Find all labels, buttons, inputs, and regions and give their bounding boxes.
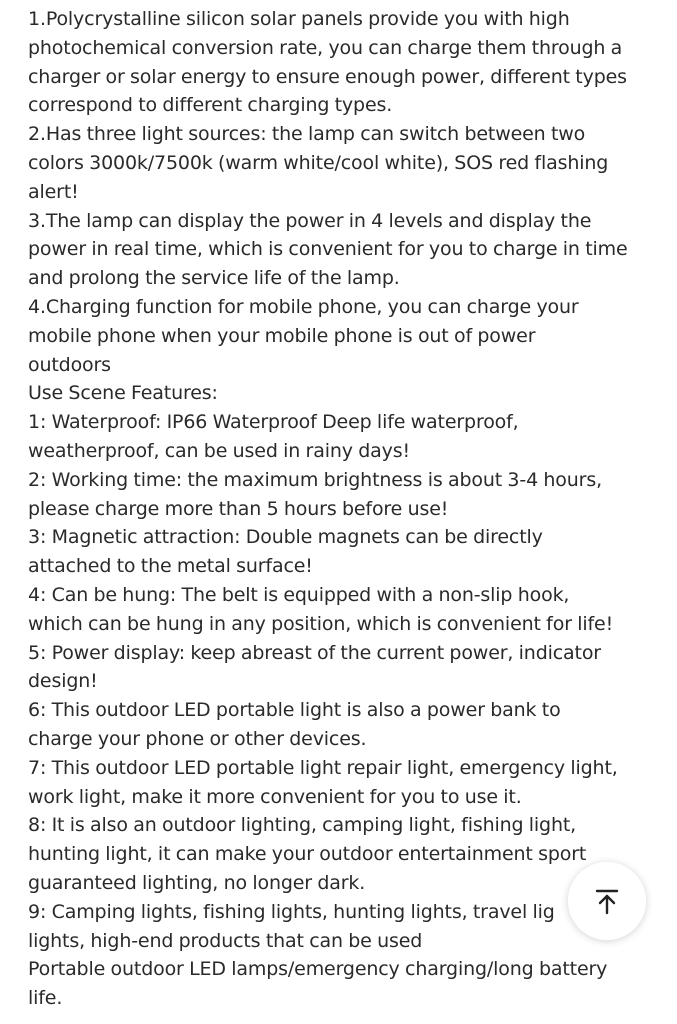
description-line: charger or solar energy to ensure enough power, different types [28, 65, 627, 88]
description-line: charge your phone or other devices. [28, 727, 367, 750]
description-line: which can be hung in any position, which is convenient for life! [28, 612, 614, 635]
description-line: 4: Can be hung: The belt is equipped with a non-slip hook, [28, 583, 570, 606]
description-line: weatherproof, can be used in rainy days! [28, 439, 410, 462]
description-line: 2.Has three light sources: the lamp can switch between two [28, 123, 586, 146]
description-line: 3: Magnetic attraction: Double magnets can be directly [28, 526, 543, 549]
description-line: 7: This outdoor LED portable light repair light, emergency light, [28, 756, 618, 779]
description-line: please charge more than 5 hours before use! [28, 497, 449, 520]
description-line: Portable outdoor LED lamps/emergency charging/long battery [28, 958, 608, 981]
description-line: 6: This outdoor LED portable light is also a power bank to [28, 699, 561, 722]
description-line: power in real time, which is convenient for you to charge in time [28, 238, 628, 261]
description-line: work light, make it more convenient for you to use it. [28, 785, 522, 808]
arrow-up-to-top-icon [592, 886, 622, 916]
description-line: 1: Waterproof: IP66 Waterproof Deep life waterproof, [28, 411, 519, 434]
description-line: 3.The lamp can display the power in 4 levels and display the [28, 209, 592, 232]
description-line: 2: Working time: the maximum brightness is about 3-4 hours, [28, 468, 602, 491]
description-line: 9: Camping lights, fishing lights, hunting lights, travel lig [28, 900, 555, 923]
description-line: correspond to different charging types. [28, 94, 393, 117]
description-line: life. [28, 987, 63, 1010]
description-line: outdoors [28, 353, 111, 376]
description-line: attached to the metal surface! [28, 555, 313, 578]
description-line: 5: Power display: keep abreast of the current power, indicator [28, 641, 601, 664]
description-line: lights, high-end products that can be used [28, 929, 423, 952]
description-line: mobile phone when your mobile phone is out of power [28, 324, 536, 347]
description-line: photochemical conversion rate, you can charge them through a [28, 36, 623, 59]
description-line: 4.Charging function for mobile phone, you can charge your [28, 295, 579, 318]
description-line: hunting light, it can make your outdoor entertainment sport [28, 843, 587, 866]
description-line: and prolong the service life of the lamp. [28, 267, 400, 290]
scroll-to-top-button[interactable] [568, 862, 646, 940]
description-line: colors 3000k/7500k (warm white/cool white), SOS red flashing [28, 151, 609, 174]
description-line: alert! [28, 180, 79, 203]
section-heading-use-scene-features: Use Scene Features: [28, 382, 218, 405]
description-line: design! [28, 670, 98, 693]
description-line: 1.Polycrystalline silicon solar panels provide you with high [28, 8, 570, 30]
description-line: 8: It is also an outdoor lighting, camping light, fishing light, [28, 814, 577, 837]
product-description-text [28, 5, 658, 1013]
description-line: guaranteed lighting, no longer dark. [28, 871, 366, 894]
